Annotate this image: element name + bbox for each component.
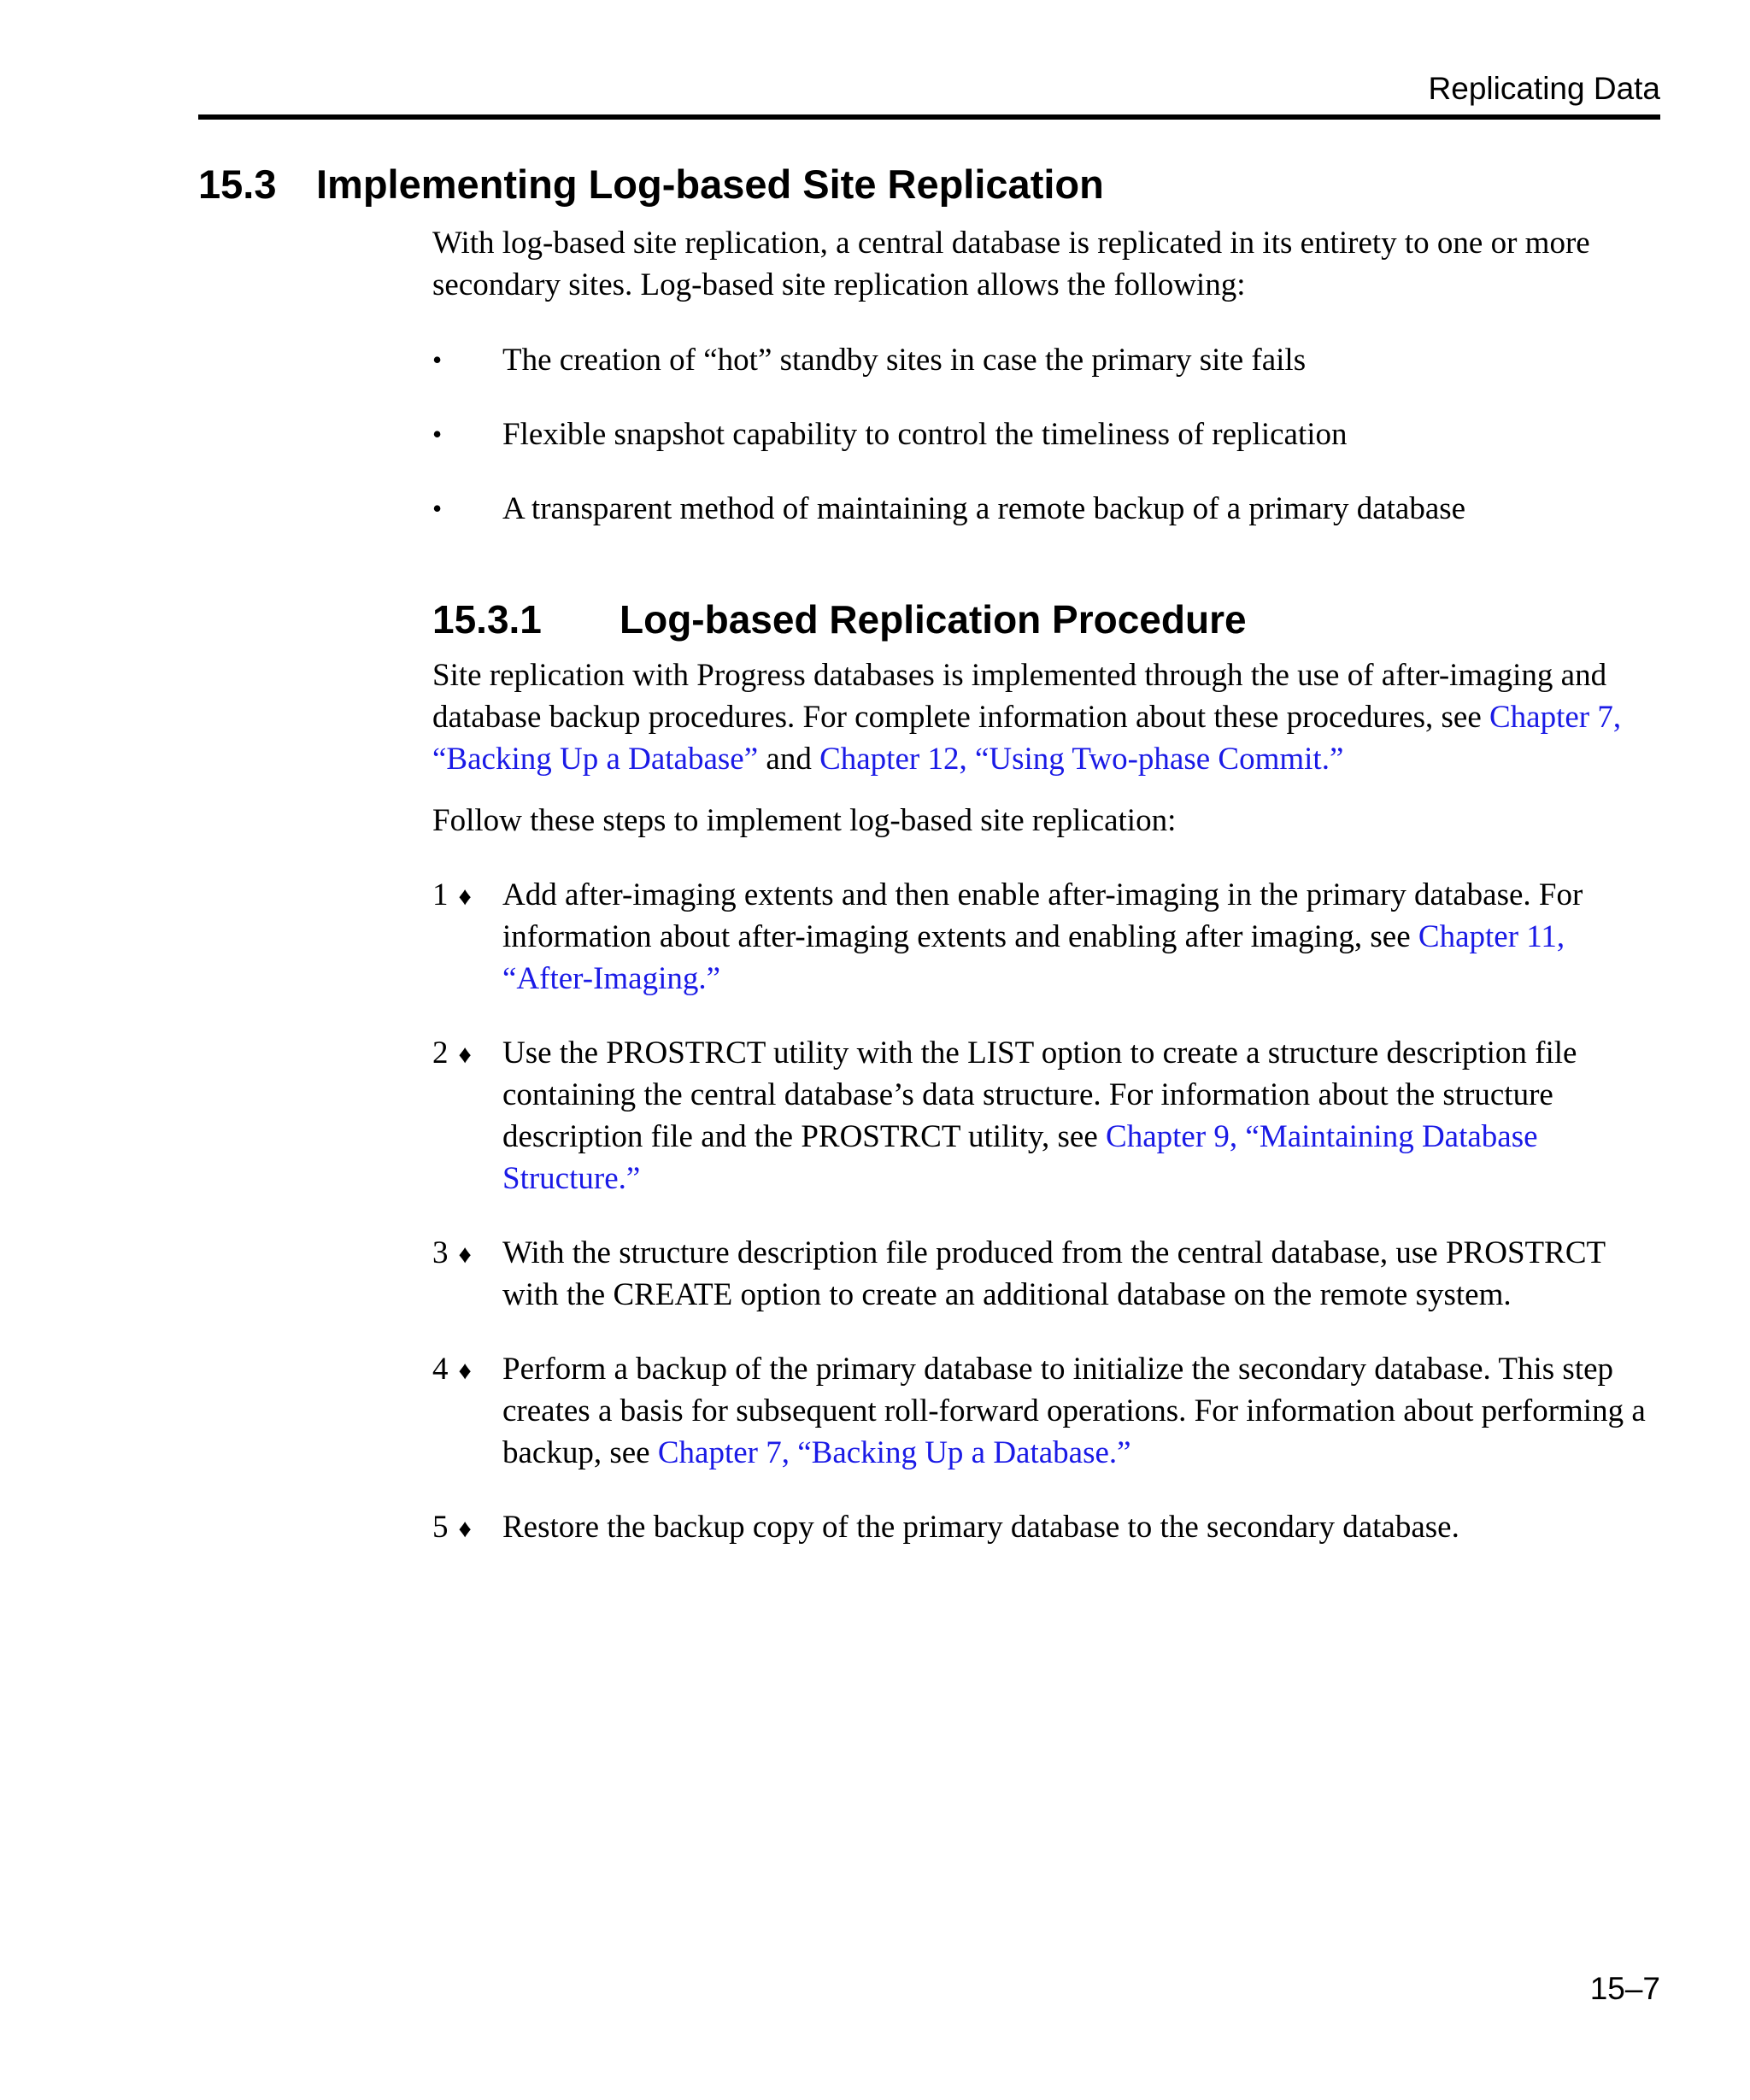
section-intro-paragraph: With log-based site replication, a central database is replicated in its entirety to one or more secondary sites. Log-based site replication allows the following: <box>432 226 1590 302</box>
running-header <box>198 70 1660 120</box>
step-marker <box>432 874 472 918</box>
subsection-title: Log-based Replication Procedure <box>620 597 1247 642</box>
procedure-overview-paragraph <box>432 654 1663 780</box>
diamond-icon: ♦ <box>458 1241 472 1269</box>
step-number: 1 <box>432 877 449 912</box>
step-text: Restore the backup copy of the primary database to the secondary database. <box>502 1510 1459 1545</box>
bullet-text: Flexible snapshot capability to control the timeliness of replication <box>502 417 1348 452</box>
step-marker <box>432 1232 472 1276</box>
bullet-item <box>432 488 1663 530</box>
bullet-item <box>432 414 1663 455</box>
step-marker <box>432 1348 472 1392</box>
bullet-icon: • <box>432 419 443 449</box>
diamond-icon: ♦ <box>458 1041 472 1069</box>
bullet-text: The creation of “hot” standby sites in case the primary site fails <box>502 343 1307 378</box>
section-heading <box>198 161 1668 208</box>
chapter-9-link[interactable]: Chapter 9, “Maintaining Database Structure.” <box>502 1119 1538 1196</box>
paragraph-text: Site replication with Progress databases is implemented through the use of after-imaging and database backup procedures. For complete information about these procedures, see <box>432 658 1607 735</box>
diamond-icon: ♦ <box>458 883 472 911</box>
bullet-icon: • <box>432 344 443 375</box>
section-title: Implementing Log-based Site Replication <box>316 161 1104 207</box>
step-marker <box>432 1032 472 1076</box>
diamond-icon: ♦ <box>458 1357 472 1385</box>
chapter-7-link[interactable]: Chapter 7, “Backing Up a Database” <box>432 700 1622 777</box>
step-number: 5 <box>432 1510 449 1545</box>
step-text: Add after-imaging extents and then enable after-imaging in the primary database. For information about after-imaging extents and enabling after imaging, see <box>502 877 1583 954</box>
bullet-item <box>432 339 1663 381</box>
paragraph-text: and <box>758 742 820 777</box>
chapter-11-link[interactable]: Chapter 11, “After-Imaging.” <box>502 919 1565 996</box>
chapter-7-backup-link[interactable]: Chapter 7, “Backing Up a Database.” <box>657 1435 1131 1470</box>
steps-intro-paragraph: Follow these steps to implement log-based site replication: <box>432 803 1177 838</box>
chapter-12-link[interactable]: Chapter 12, “Using Two-phase Commit.” <box>819 742 1344 777</box>
step-item <box>432 1348 1663 1474</box>
bullet-text: A transparent method of maintaining a remote backup of a primary database <box>502 491 1466 526</box>
step-marker <box>432 1506 472 1550</box>
step-number: 2 <box>432 1035 449 1071</box>
step-number: 4 <box>432 1352 449 1387</box>
subsection-number: 15.3.1 <box>432 597 542 642</box>
step-number: 3 <box>432 1235 449 1270</box>
step-text: With the structure description file produced from the central database, use PROSTRCT with the CREATE option to create an additional database on the remote system. <box>502 1235 1606 1312</box>
diamond-icon: ♦ <box>458 1515 472 1543</box>
bullet-icon: • <box>432 493 443 524</box>
page-number: 15–7 <box>1589 1971 1660 2006</box>
step-item <box>432 1232 1663 1316</box>
running-header-title: Replicating Data <box>1428 71 1660 106</box>
step-item <box>432 1032 1663 1200</box>
step-text: Perform a backup of the primary database to initialize the secondary database. This step creates a basis for subsequent roll-forward operations. For information about performing a backup, see <box>502 1352 1646 1470</box>
subsection-heading <box>432 595 1663 643</box>
procedure-steps-list <box>432 874 1663 1581</box>
feature-bullet-list <box>432 339 1663 562</box>
step-text: Use the PROSTRCT utility with the LIST option to create a structure description file containing the central database’s data structure. For information about the structure description file and the PROSTRCT utility, see <box>502 1035 1577 1154</box>
step-item <box>432 1506 1663 1548</box>
section-number: 15.3 <box>198 161 277 207</box>
step-item <box>432 874 1663 1000</box>
